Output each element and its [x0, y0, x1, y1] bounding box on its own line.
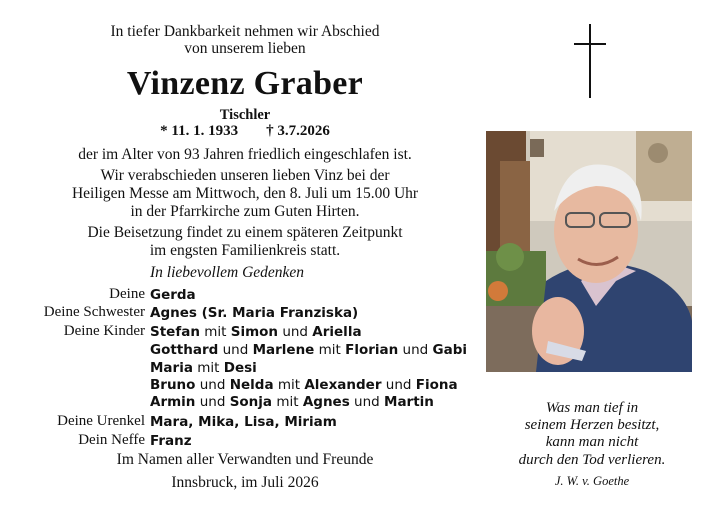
children-row-2: Gotthard und Marlene mit Florian und Gabi	[150, 342, 468, 358]
life-dates	[20, 122, 470, 140]
children-row-1: Stefan mit Simon und Ariella	[150, 324, 362, 340]
nephew-name: Franz	[150, 433, 192, 449]
nephew-label: Dein Neffe	[78, 432, 145, 448]
profession: Tischler	[219, 107, 271, 123]
relatives-line: Im Namen aller Verwandten und Freunde	[116, 451, 374, 468]
death-date: † 3.7.2026	[266, 123, 330, 139]
body-line-6: im engsten Familienkreis statt.	[149, 242, 341, 259]
in-memory: In liebevollem Gedenken	[150, 264, 305, 281]
children-label: Deine Kinder	[63, 323, 145, 339]
quote-line-3: kann man nicht	[545, 434, 639, 450]
children-row-5: Armin und Sonja mit Agnes und Martin	[150, 394, 434, 410]
sister-name: Agnes (Sr. Maria Franziska)	[150, 305, 359, 321]
body-line-1: der im Alter von 93 Jahren friedlich eingeschlafen ist.	[78, 146, 412, 163]
body-line-4: in der Pfarrkirche zum Guten Hirten.	[130, 203, 360, 220]
birth-date: * 11. 1. 1933	[160, 123, 239, 139]
portrait-photo	[486, 131, 692, 372]
great-grandchildren-names: Mara, Mika, Lisa, Miriam	[150, 414, 337, 430]
children-row-4: Bruno und Nelda mit Alexander und Fiona	[150, 377, 458, 393]
intro-line-1: In tiefer Dankbarkeit nehmen wir Abschied	[110, 23, 380, 40]
body-line-5: Die Beisetzung findet zu einem späteren Zeitpunkt	[87, 224, 403, 241]
place-date: Innsbruck, im Juli 2026	[171, 474, 319, 491]
wife-name: Gerda	[150, 287, 196, 303]
sister-label: Deine Schwester	[43, 304, 145, 320]
quote-line-2: seinem Herzen besitzt,	[524, 417, 660, 433]
deceased-name: Vinzenz Graber	[126, 65, 364, 102]
wife-label: Deine	[109, 286, 145, 302]
body-line-3: Heiligen Messe am Mittwoch, den 8. Juli um 15.00 Uhr	[71, 185, 419, 202]
children-row-3: Maria mit Desi	[150, 360, 257, 376]
quote-author: J. W. v. Goethe	[554, 474, 630, 488]
quote-line-1: Was man tief in	[545, 400, 639, 416]
intro-line-2: von unserem lieben	[184, 40, 306, 57]
great-grandchildren-label: Deine Urenkel	[57, 413, 145, 429]
cross-icon	[573, 24, 607, 98]
body-line-2: Wir verabschieden unseren lieben Vinz bei der	[100, 167, 390, 184]
quote-line-4: durch den Tod verlieren.	[518, 452, 666, 468]
